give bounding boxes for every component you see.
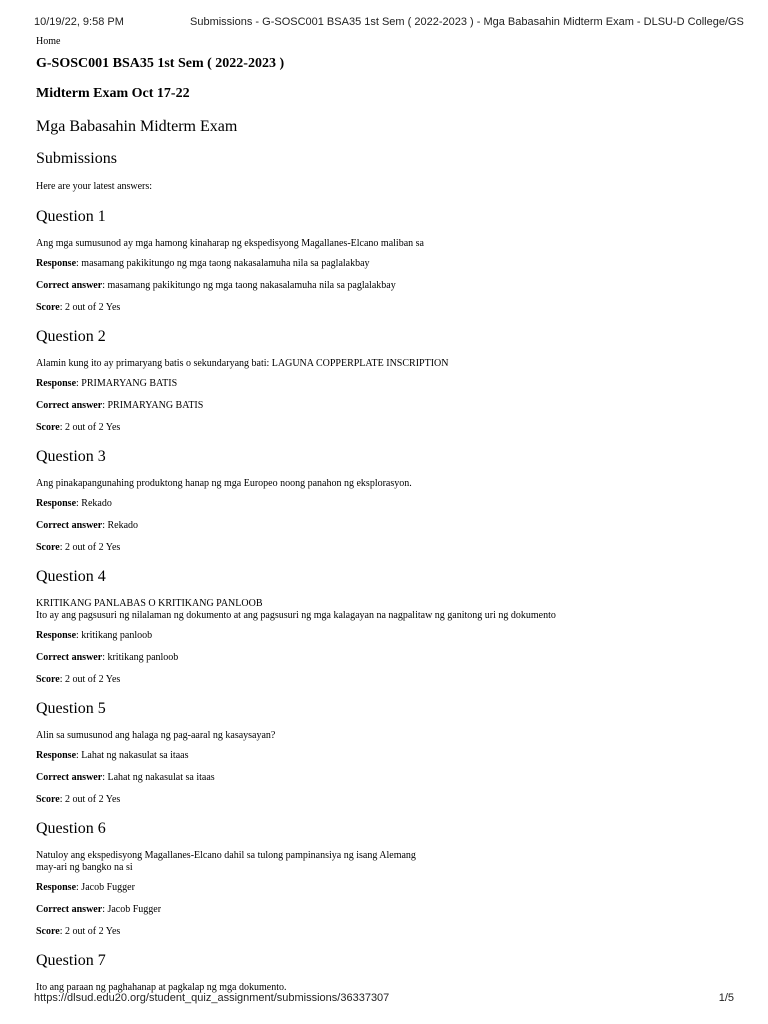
main-content bbox=[36, 36, 736, 1006]
correct-answer-line-label: Correct answer bbox=[36, 904, 103, 915]
correct-answer-line-label: Correct answer bbox=[36, 280, 103, 291]
correct-answer-line-label: Correct answer bbox=[36, 652, 103, 663]
question-block bbox=[36, 698, 736, 806]
print-header bbox=[34, 16, 744, 32]
correct-answer-line: Correct answer: Jacob Fugger bbox=[36, 904, 162, 915]
score-line-value: 2 out of 2 Yes bbox=[64, 422, 121, 433]
response-line: Response: Rekado bbox=[36, 498, 112, 509]
question-block bbox=[36, 566, 736, 686]
question-prompt-line: Alin sa sumusunod ang halaga ng pag-aaral ng kasaysayan? bbox=[36, 730, 276, 741]
print-footer bbox=[34, 992, 734, 1008]
exam-date-title: Midterm Exam Oct 17-22 bbox=[36, 86, 190, 101]
score-line-value: 2 out of 2 Yes bbox=[64, 674, 121, 685]
question-heading: Question 3 bbox=[36, 448, 106, 465]
response-line-value: Jacob Fugger bbox=[81, 882, 135, 893]
correct-answer-line: Correct answer: PRIMARYANG BATIS bbox=[36, 400, 204, 411]
correct-answer-line-label: Correct answer bbox=[36, 520, 103, 531]
correct-answer-line-value: Jacob Fugger bbox=[107, 904, 162, 915]
question-heading: Question 4 bbox=[36, 568, 106, 585]
course-title: G-SOSC001 BSA35 1st Sem ( 2022-2023 ) bbox=[36, 56, 285, 71]
intro-text: Here are your latest answers: bbox=[36, 181, 153, 192]
question-prompt bbox=[36, 238, 736, 250]
correct-answer-line-value: Rekado bbox=[107, 520, 139, 531]
section-title: Submissions bbox=[36, 150, 117, 167]
print-url: https://dlsud.edu20.org/student_quiz_assignment/submissions/36337307 bbox=[34, 992, 390, 1004]
response-line-label: Response bbox=[36, 750, 77, 761]
correct-answer-line: Correct answer: Rekado bbox=[36, 520, 139, 531]
correct-answer-line: Correct answer: masamang pakikitungo ng mga taong nakasalamuha nila sa paglalakbay bbox=[36, 280, 396, 291]
quiz-title: Mga Babasahin Midterm Exam bbox=[36, 118, 238, 135]
score-line-value: 2 out of 2 Yes bbox=[64, 542, 121, 553]
response-line-value: Rekado bbox=[81, 498, 112, 509]
response-line: Response: PRIMARYANG BATIS bbox=[36, 378, 178, 389]
score-line: Score: 2 out of 2 Yes bbox=[36, 542, 121, 553]
correct-answer-line: Correct answer: Lahat ng nakasulat sa itaas bbox=[36, 772, 215, 783]
question-prompt bbox=[36, 358, 736, 370]
response-line-label: Response bbox=[36, 378, 77, 389]
question-prompt bbox=[36, 598, 736, 622]
question-heading: Question 5 bbox=[36, 700, 106, 717]
score-line-label: Score bbox=[36, 794, 60, 805]
question-heading: Question 1 bbox=[36, 208, 106, 225]
response-line-value: masamang pakikitungo ng mga taong nakasalamuha nila sa paglalakbay bbox=[81, 258, 370, 269]
question-prompt-line: Alamin kung ito ay primaryang batis o sekundaryang bati: LAGUNA COPPERPLATE INSCRIPTION bbox=[36, 358, 449, 369]
response-line-value: Lahat ng nakasulat sa itaas bbox=[81, 750, 189, 761]
question-block bbox=[36, 326, 736, 434]
question-prompt-line: Ang pinakapangunahing produktong hanap ng mga Europeo noong panahon ng eksplorasyon. bbox=[36, 478, 412, 489]
print-page-title: Submissions - G-SOSC001 BSA35 1st Sem ( 2022-2023 ) - Mga Babasahin Midterm Exam - DLSU-D College/GS bbox=[190, 16, 744, 28]
question-prompt bbox=[36, 730, 736, 742]
response-line-value: PRIMARYANG BATIS bbox=[81, 378, 178, 389]
question-prompt-line: may-ari ng bangko na si bbox=[36, 862, 133, 873]
question-block bbox=[36, 206, 736, 314]
correct-answer-line: Correct answer: kritikang panloob bbox=[36, 652, 179, 663]
question-block bbox=[36, 818, 736, 938]
response-line: Response: Jacob Fugger bbox=[36, 882, 135, 893]
correct-answer-line-label: Correct answer bbox=[36, 772, 103, 783]
question-block bbox=[36, 446, 736, 554]
correct-answer-line-value: kritikang panloob bbox=[107, 652, 179, 663]
response-line-label: Response bbox=[36, 882, 77, 893]
question-list bbox=[36, 206, 736, 938]
question-prompt-line: KRITIKANG PANLABAS O KRITIKANG PANLOOB bbox=[36, 598, 263, 609]
question-prompt: Ito ang paraan ng paghahanap at pagkalap ng mga dokumento. bbox=[36, 982, 287, 993]
response-line-label: Response bbox=[36, 258, 77, 269]
score-line-value: 2 out of 2 Yes bbox=[64, 794, 121, 805]
question-heading: Question 2 bbox=[36, 328, 106, 345]
response-line: Response: Lahat ng nakasulat sa itaas bbox=[36, 750, 189, 761]
question-prompt-line: Ang mga sumusunod ay mga hamong kinaharap ng ekspedisyong Magallanes-Elcano maliban sa bbox=[36, 238, 424, 249]
print-page-number: 1/5 bbox=[718, 992, 734, 1004]
correct-answer-line-value: PRIMARYANG BATIS bbox=[107, 400, 204, 411]
score-line: Score: 2 out of 2 Yes bbox=[36, 674, 121, 685]
breadcrumb-home-link[interactable]: Home bbox=[36, 36, 61, 47]
print-datetime: 10/19/22, 9:58 PM bbox=[34, 16, 124, 28]
score-line: Score: 2 out of 2 Yes bbox=[36, 926, 121, 937]
correct-answer-line-label: Correct answer bbox=[36, 400, 103, 411]
score-line: Score: 2 out of 2 Yes bbox=[36, 794, 121, 805]
question-heading: Question 7 bbox=[36, 952, 106, 969]
response-line: Response: masamang pakikitungo ng mga taong nakasalamuha nila sa paglalakbay bbox=[36, 258, 370, 269]
score-line-label: Score bbox=[36, 674, 60, 685]
score-line-label: Score bbox=[36, 422, 60, 433]
score-line-value: 2 out of 2 Yes bbox=[64, 926, 121, 937]
question-block bbox=[36, 950, 736, 994]
question-prompt bbox=[36, 850, 736, 874]
score-line-value: 2 out of 2 Yes bbox=[64, 302, 121, 313]
correct-answer-line-value: masamang pakikitungo ng mga taong nakasalamuha nila sa paglalakbay bbox=[107, 280, 396, 291]
question-prompt bbox=[36, 478, 736, 490]
response-line-label: Response bbox=[36, 498, 77, 509]
question-heading: Question 6 bbox=[36, 820, 106, 837]
correct-answer-line-value: Lahat ng nakasulat sa itaas bbox=[107, 772, 215, 783]
question-prompt-line: Natuloy ang ekspedisyong Magallanes-Elcano dahil sa tulong pampinansiya ng isang Alemang bbox=[36, 850, 416, 861]
response-line-label: Response bbox=[36, 630, 77, 641]
score-line-label: Score bbox=[36, 926, 60, 937]
score-line-label: Score bbox=[36, 542, 60, 553]
score-line-label: Score bbox=[36, 302, 60, 313]
response-line: Response: kritikang panloob bbox=[36, 630, 153, 641]
score-line: Score: 2 out of 2 Yes bbox=[36, 422, 121, 433]
score-line: Score: 2 out of 2 Yes bbox=[36, 302, 121, 313]
response-line-value: kritikang panloob bbox=[81, 630, 153, 641]
question-prompt-line: Ito ay ang pagsusuri ng nilalaman ng dokumento at ang pagsusuri ng mga kalagayan na nagpalitaw ng ganitong uri ng dokumento bbox=[36, 610, 556, 621]
